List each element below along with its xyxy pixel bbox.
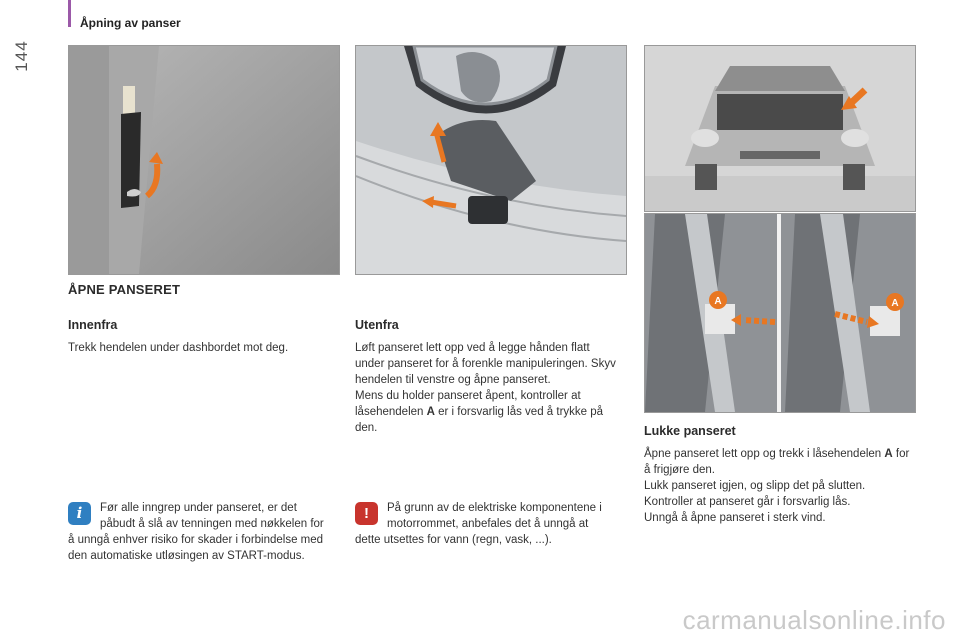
closing-line-4: Unngå å åpne panseret i sterk vind. xyxy=(644,512,826,524)
outside-paragraph-2: Mens du holder panseret åpent, kontroller at låsehendelen A er i forsvarlig lås ved å trykke på den. xyxy=(355,390,604,434)
closing-line-3: Kontroller at panseret går i forsvarlig lås. xyxy=(644,496,851,508)
inside-heading: Innenfra xyxy=(68,318,118,332)
closing-text xyxy=(644,446,916,526)
info-note-text: Før alle inngrep under panseret, er det påbudt å slå av tenningen med nøkkelen for å unngå enhver risiko for skader i forbindelse med den automatiske utløsingen av START-modus. xyxy=(68,502,324,562)
warning-icon: ! xyxy=(355,502,378,525)
handle-cap xyxy=(123,86,135,116)
warning-note-text: På grunn av de elektriske komponentene i motorrommet, anbefales det å unngå at dette utsettes for vann (regn, vask, ...). xyxy=(355,502,602,546)
page-number: 144 xyxy=(12,40,31,72)
closing-heading: Lukke panseret xyxy=(644,424,736,438)
section-accent-bar xyxy=(68,0,71,27)
info-note xyxy=(68,500,330,564)
inside-text: Trekk hendelen under dashbordet mot deg. xyxy=(68,342,289,354)
closing-line-1: Åpne panseret lett opp og trekk i låsehendelen A for å frigjøre den. xyxy=(644,448,910,476)
watermark: carmanualsonline.info xyxy=(682,605,946,635)
lock-label-a: A xyxy=(426,406,435,418)
section-title: Åpning av panser xyxy=(80,16,181,30)
vehicle-front-photo xyxy=(644,45,916,212)
exterior-latch-photo xyxy=(355,45,627,275)
label-a-left: A xyxy=(714,296,722,307)
interior-handle-photo xyxy=(68,45,340,275)
latch-lever xyxy=(468,196,508,224)
warning-note xyxy=(355,500,617,548)
lock-label-a-closing: A xyxy=(884,448,893,460)
raised-hood xyxy=(715,66,845,91)
outside-heading: Utenfra xyxy=(355,318,399,332)
outside-text xyxy=(355,340,617,436)
engine-bay xyxy=(717,94,843,130)
info-icon: i xyxy=(68,502,91,525)
hood-lock-photo xyxy=(644,213,916,413)
outside-paragraph-1: Løft panseret lett opp ved å legge hånden flatt under panseret for å forenkle manipuleringen. Skyv hendelen til venstre og åpne panseret. xyxy=(355,342,616,386)
label-a-right: A xyxy=(891,298,899,309)
closing-line-2: Lukk panseret igjen, og slipp det på slutten. xyxy=(644,480,866,492)
main-heading: ÅPNE PANSERET xyxy=(68,282,181,297)
